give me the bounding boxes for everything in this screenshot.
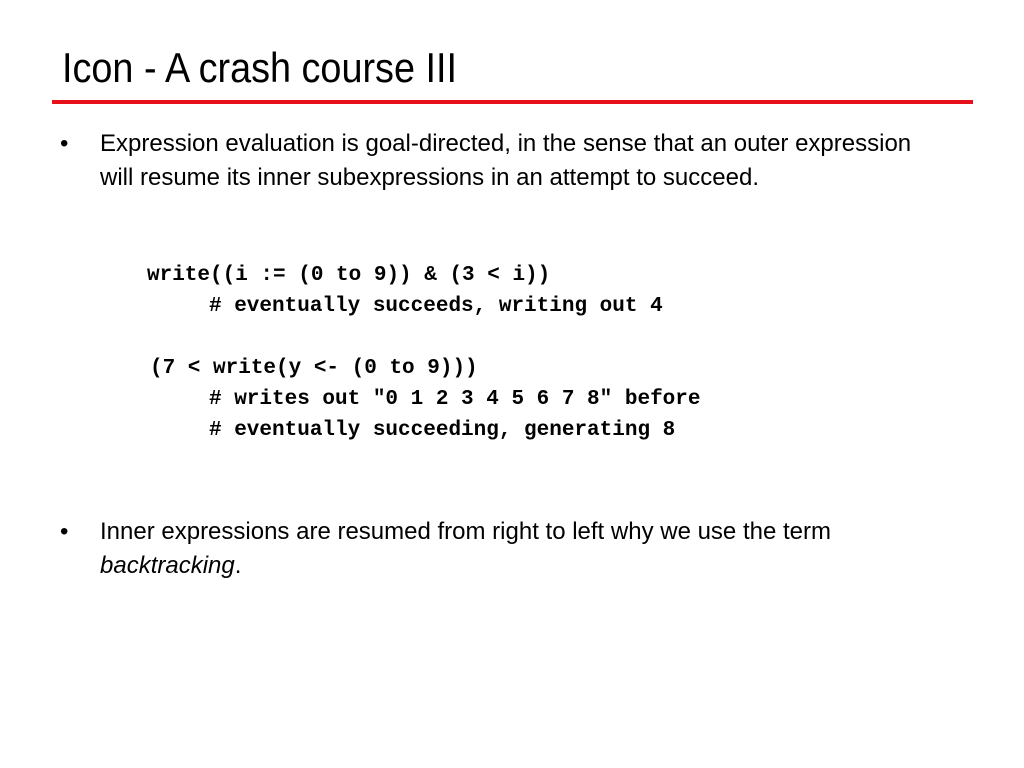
code-comment-writes-out: # writes out "0 1 2 3 4 5 6 7 8" before: [209, 388, 701, 411]
emphasis-backtracking: backtracking: [100, 552, 235, 579]
slide-title: Icon - A crash course III: [62, 44, 457, 91]
title-divider: [52, 100, 973, 104]
code-line-write-expression: write((i := (0 to 9)) & (3 < i)): [147, 264, 551, 287]
bullet-text-end: .: [234, 552, 242, 579]
code-line-compare-expression: (7 < write(y <- (0 to 9))): [150, 357, 478, 380]
bullet-text: Expression evaluation is goal-directed, in the sense that an outer expression will resume its inner subexpressions in an attempt to succeed.: [100, 130, 912, 191]
code-comment-succeeds: # eventually succeeds, writing out 4: [209, 295, 663, 318]
bullet-text-lead: Inner expressions are resumed from right to left why we use the term: [100, 518, 831, 545]
bullet-text: [100, 515, 920, 583]
bullet-marker: •: [60, 130, 69, 157]
code-comment-generating: # eventually succeeding, generating 8: [209, 419, 676, 442]
bullet-marker: •: [60, 518, 69, 545]
